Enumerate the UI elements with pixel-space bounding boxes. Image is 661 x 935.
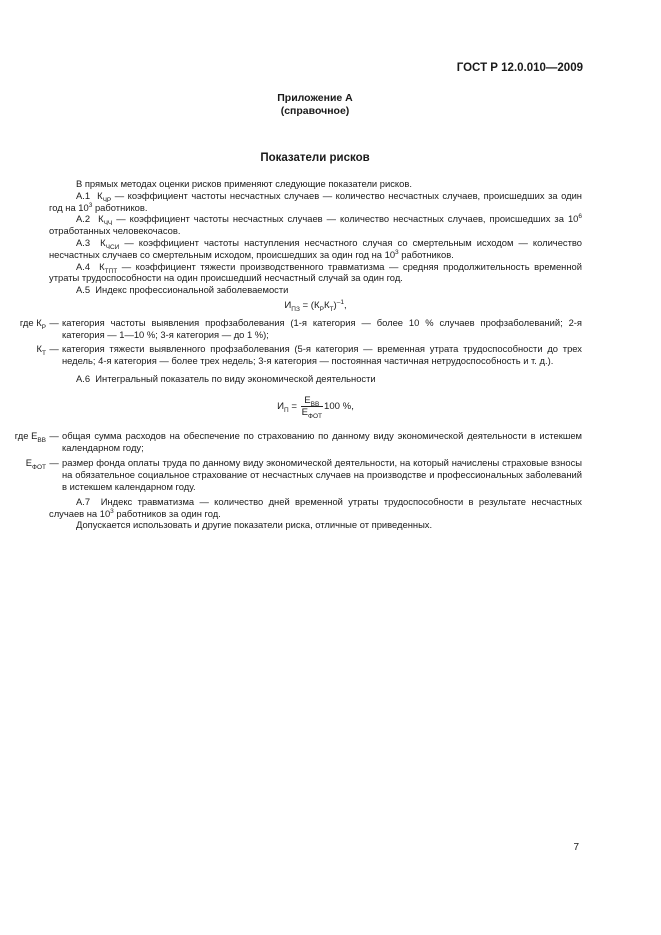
a6-formula-lhs-sub: П	[284, 406, 289, 414]
a5-formula-eq: = (К	[299, 299, 320, 311]
a4-text: — коэффициент тяжести производственного травматизма — средняя продолжительность временной утраты трудоспособности на один происшедший несчастный случай за один год.	[49, 260, 582, 284]
a4-symbol-sub: ТПТ	[104, 267, 118, 275]
a6-where1-symbol	[0, 430, 46, 454]
a5-where2-symbol	[0, 343, 46, 367]
a6-where-evv	[0, 430, 582, 454]
a5-formula-lhs: И	[284, 299, 292, 311]
a6-where-efot	[0, 457, 582, 492]
paragraph-a7	[49, 496, 582, 520]
a6-where1-lead-sub: ВВ	[37, 436, 46, 444]
a5-formula-close: )	[333, 299, 337, 311]
a5-where-kr	[0, 317, 582, 341]
a6-formula-fraction	[301, 395, 323, 418]
a1-sup: 3	[88, 201, 93, 209]
intro-paragraph: В прямых методах оценки рисков применяют следующие показатели рисков.	[76, 178, 412, 189]
a4-symbol: К	[99, 260, 105, 272]
a5-text: Индекс профессиональной заболеваемости	[95, 284, 289, 296]
a2-sup: 6	[578, 213, 582, 221]
a5-where1-lead-sub: Р	[41, 323, 46, 331]
a3-symbol: К	[100, 236, 106, 248]
a6-den-sub: ФОТ	[308, 412, 322, 420]
a6-where2-dash: —	[49, 457, 59, 469]
section-title: Показатели рисков	[260, 152, 370, 164]
a5-where2-lead-sub: Т	[42, 350, 46, 358]
a6-where2-symbol	[0, 457, 46, 492]
paragraph-a5	[49, 284, 582, 296]
paragraph-a1	[49, 190, 582, 214]
page-number: 7	[573, 842, 579, 853]
paragraph-a2	[49, 213, 582, 237]
a5-formula-pow: –1	[336, 298, 344, 306]
formula-occupational-index	[49, 300, 582, 312]
appendix-subtitle: (справочное)	[280, 105, 350, 117]
a5-where2-lead: К	[36, 343, 43, 355]
a7-number: А.7	[76, 495, 91, 507]
a5-where1-text: категория частоты выявления профзаболевания (1-я категория — более 10 % случаев профзаболеваний; 2-я категория — 1—10 %; 3-я категория — до 1 %);	[62, 316, 582, 340]
a6-where2-lead-sub: ФОТ	[32, 464, 46, 472]
a1-tail: работников.	[92, 201, 148, 213]
standard-header: ГОСТ Р 12.0.010—2009	[456, 62, 583, 74]
a2-text: — коэффициент частоты несчастных случаев — количество несчастных случаев, происшедших за 10	[112, 213, 579, 225]
a6-formula-eq: =	[288, 400, 300, 412]
a6-formula-tail: 100 %,	[324, 400, 354, 412]
a5-number: А.5	[76, 284, 91, 296]
formula-integral-index	[49, 395, 582, 418]
a2-number: А.2	[76, 213, 91, 225]
a2-symbol-sub: ЧЧ	[103, 220, 113, 228]
a6-where2-text: размер фонда оплаты труда по данному виду экономической деятельности, на который начислены страховые взносы на обязательное социальное страхование от несчастных случаев на производстве и профессиональных заболеваний в истекшем календарном году.	[62, 457, 582, 492]
a6-where1-dash: —	[49, 429, 59, 441]
a7-text: Индекс травматизма — количество дней временной утраты трудоспособности в результате несчастных случаев на 10	[49, 495, 582, 519]
a3-number: А.3	[76, 236, 91, 248]
a6-num-sub: ВВ	[310, 400, 320, 408]
a1-number: А.1	[76, 189, 91, 201]
a3-sup: 3	[395, 248, 399, 256]
a2-tail: отработанных человекочасов.	[49, 225, 181, 237]
a5-where-kt	[0, 343, 582, 367]
a1-text: — коэффициент частоты несчастных случаев — количество несчастных случаев, происшедших за один год на 10	[49, 189, 582, 213]
a5-formula-lhs-sub: ПЗ	[291, 305, 300, 313]
a5-where1-lead: где К	[19, 316, 42, 328]
a3-symbol-sub: ЧСИ	[105, 243, 120, 251]
a7-sup: 3	[110, 507, 114, 515]
closing-paragraph: Допускается использовать и другие показатели риска, отличные от приведенных.	[76, 519, 433, 531]
a5-where2-dash: —	[49, 343, 59, 355]
a1-symbol-sub: ЧР	[102, 196, 112, 204]
a6-num-symbol: Е	[304, 394, 311, 406]
a5-where1-dash: —	[49, 316, 59, 328]
a5-formula-s1: Р	[319, 305, 324, 313]
a6-formula-denominator	[301, 407, 323, 418]
a6-formula-lhs: И	[277, 400, 285, 412]
a6-where1-lead: где Е	[14, 429, 38, 441]
a5-where1-symbol	[0, 317, 46, 341]
a1-symbol: К	[97, 189, 103, 201]
a4-number: А.4	[76, 260, 91, 272]
a6-text: Интегральный показатель по виду экономической деятельности	[95, 372, 376, 384]
a3-tail: работников.	[398, 248, 454, 260]
a5-formula-s2: Т	[329, 305, 334, 313]
a5-formula-mid: К	[323, 299, 330, 311]
a7-tail: работников за один год.	[113, 507, 221, 519]
a6-where1-text: общая сумма расходов на обеспечение по страхованию по данному виду экономической деятельности в истекшем календарном году;	[62, 429, 582, 453]
paragraph-a6	[49, 373, 582, 385]
a6-where2-lead: Е	[25, 457, 33, 469]
a5-where2-text: категория тяжести выявленного профзаболевания (5-я категория — временная утрата трудоспособности до трех недель; 4-я категория — более трех недель; 3-я категория — постоянная частичная нетрудоспособность и т. д.).	[62, 343, 582, 367]
appendix-title: Приложение А	[277, 92, 353, 104]
document-body	[14, 178, 582, 531]
a6-formula-numerator	[301, 395, 323, 407]
a6-number: А.6	[76, 372, 91, 384]
a6-den-symbol: Е	[301, 406, 309, 418]
a5-formula-end: ,	[343, 299, 347, 311]
paragraph-a4	[49, 261, 582, 285]
a3-text: — коэффициент частоты наступления несчастного случая со смертельным исходом — количество несчастных случаев со смертельным исходом, происшедших за один год на 10	[49, 236, 582, 260]
paragraph-a3	[49, 237, 582, 261]
a2-symbol: К	[98, 213, 104, 225]
